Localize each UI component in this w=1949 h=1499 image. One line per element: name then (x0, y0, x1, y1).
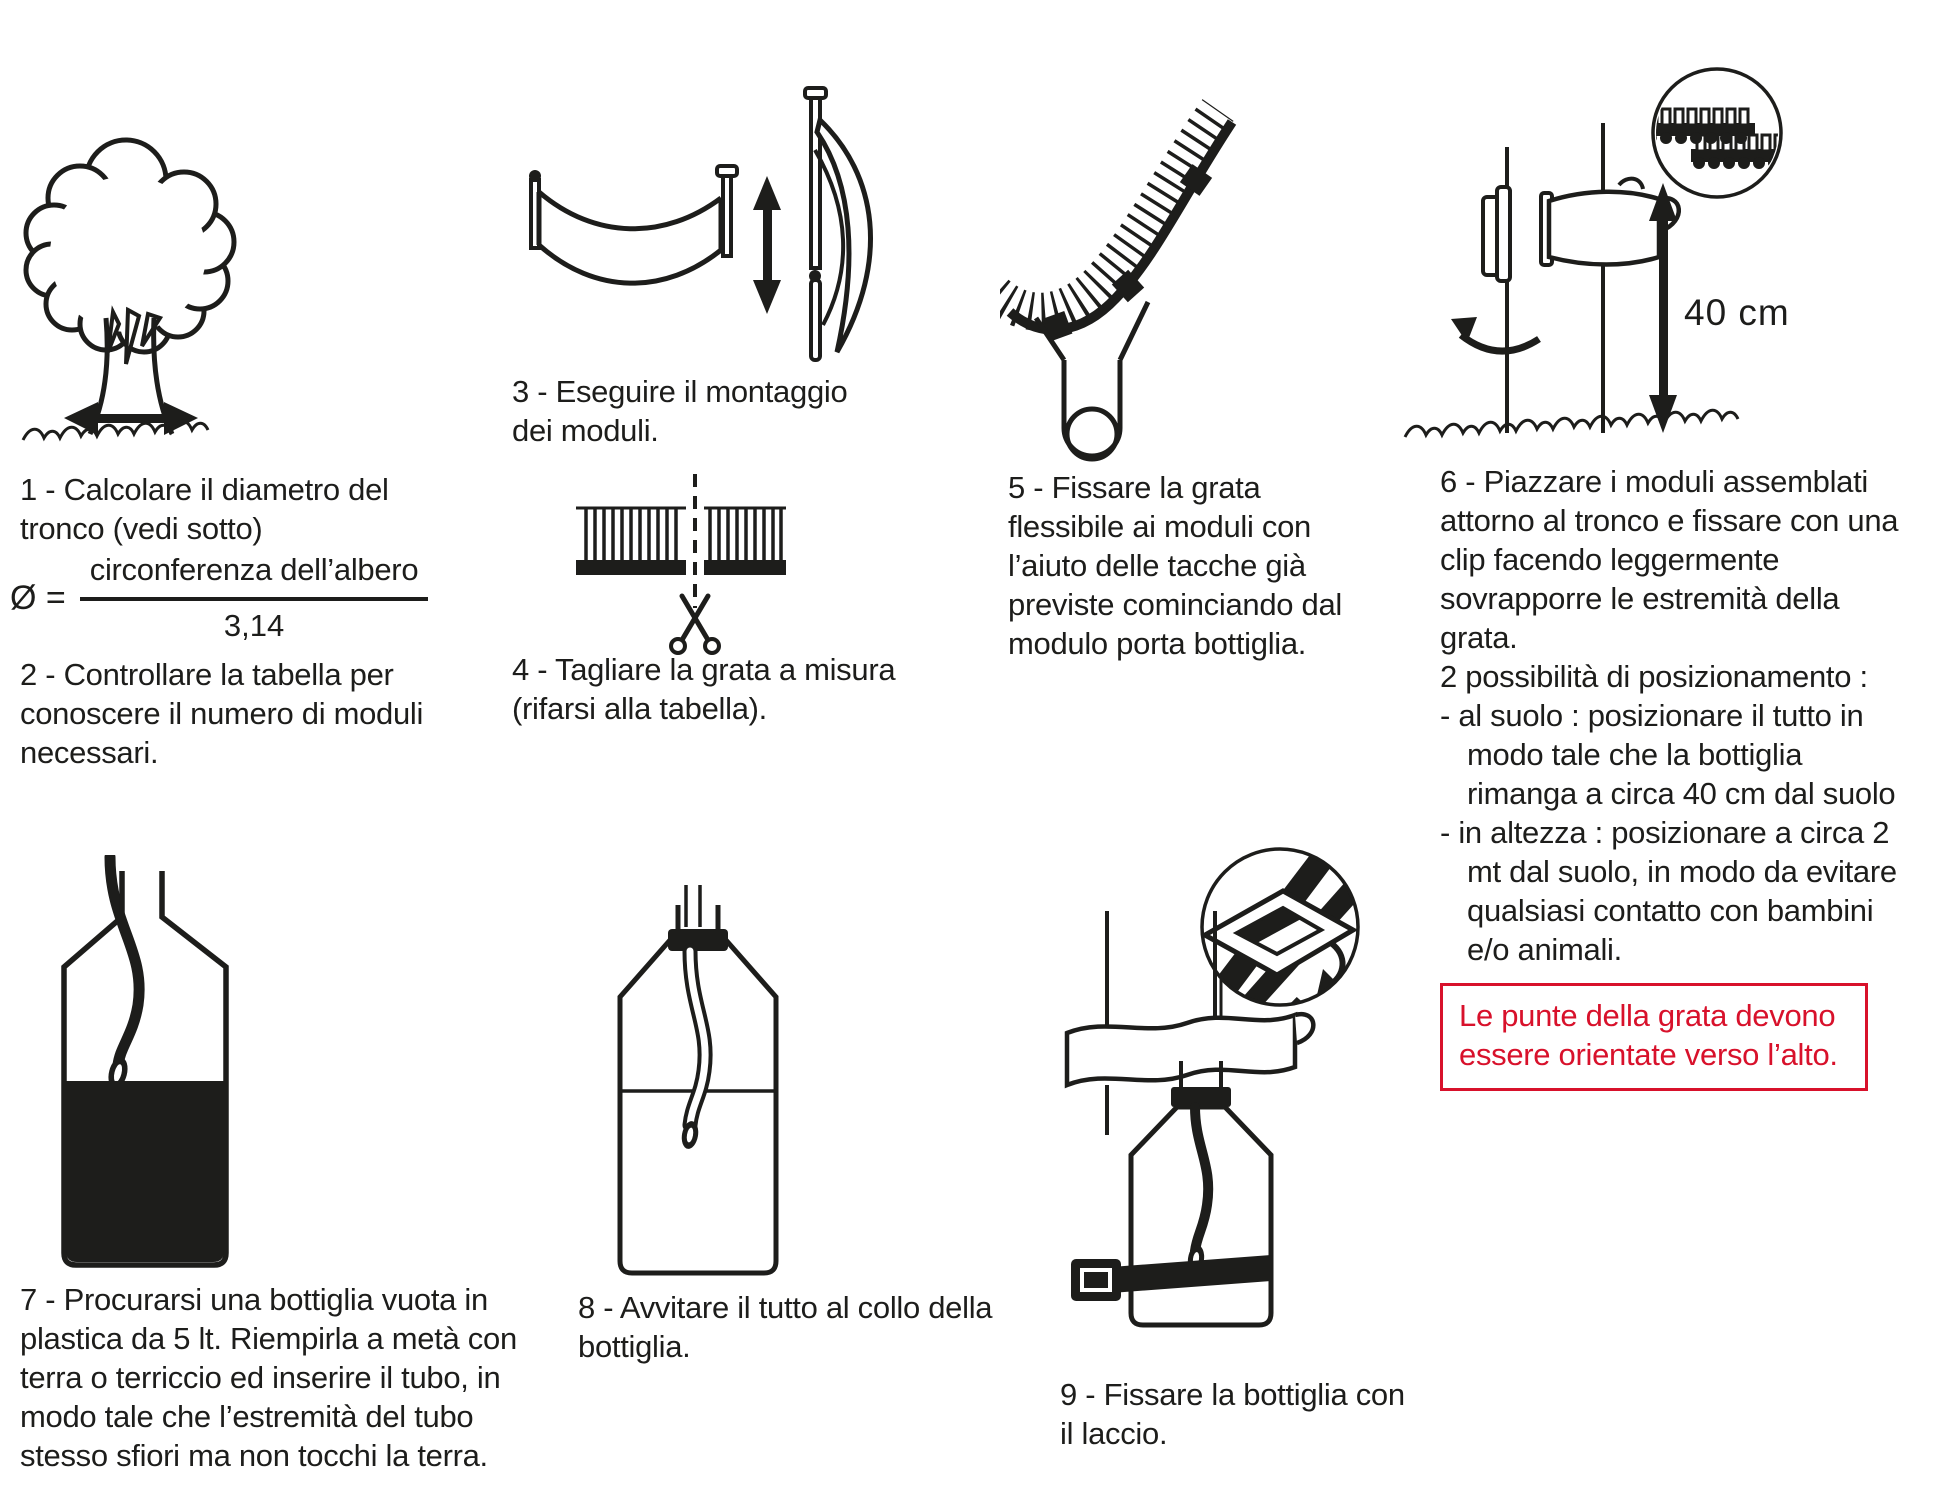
strapped-bottle-illustration (1055, 835, 1365, 1365)
grate-overlap-inset (1643, 109, 1801, 169)
bottle-with-tube-illustration (50, 855, 240, 1285)
tree-illustration (18, 118, 258, 458)
grate-spikes (1000, 110, 1218, 312)
step6-option-height: - in altezza : posizionare a circa 2 mt dal suolo, in modo da evitare qualsiasi contatto con bambini e/o animali. (1440, 815, 1897, 967)
placement-illustration (1395, 35, 1825, 455)
step6-subtitle: 2 possibilità di posizionamento : (1440, 659, 1868, 694)
step8-text: 8 - Avvitare il tutto al collo della bottiglia. (578, 1290, 993, 1364)
step7-text: 7 - Procurarsi una bottiglia vuota in plastica da 5 lt. Riempirla a metà con terra o terriccio ed inserire il tubo, in modo tale che l’estremità del tubo stesso sfiori ma non tocchi la terra. (20, 1282, 517, 1473)
step4-text: 4 - Tagliare la grata a misura (rifarsi alla tabella). (512, 652, 896, 726)
placement-column (1440, 462, 1912, 1091)
fraction (80, 552, 429, 644)
wrap-band (1541, 179, 1679, 265)
step3-text: 3 - Eseguire il montaggio dei moduli. (512, 374, 848, 448)
step6-option-ground: - al suolo : posizionare il tutto in modo tale che la bottiglia rimanga a circa 40 cm dal suolo (1440, 698, 1896, 811)
grate-piece-left (576, 508, 686, 575)
rotate-arrow-icon (1461, 335, 1539, 351)
module-band (539, 192, 721, 283)
grass-line (1405, 410, 1738, 437)
warning-box (1440, 983, 1868, 1091)
screw-cap (668, 929, 728, 951)
strap-buckle (1071, 1259, 1121, 1301)
soil-fill (66, 1081, 224, 1262)
diameter-formula (10, 552, 428, 644)
formula-symbol: Ø = (10, 578, 66, 617)
modules-assembly-illustration (505, 80, 900, 380)
screw-cap (1171, 1087, 1231, 1107)
height-arrow-icon (1649, 183, 1677, 433)
flexible-grate-illustration (1000, 60, 1250, 480)
grate-cutting-illustration (570, 468, 800, 668)
step2-text: 2 - Controllare la tabella per conoscere il numero di moduli necessari. (20, 657, 424, 770)
scissors-icon (671, 596, 719, 653)
height-adjust-arrow-icon (753, 176, 781, 314)
bottle-holder-module (805, 88, 871, 360)
formula-denominator: 3,14 (223, 608, 285, 643)
grate-piece-right (704, 508, 786, 575)
step9-text: 9 - Fissare la bottiglia con il laccio. (1060, 1377, 1405, 1451)
fixing-clip (1483, 187, 1510, 281)
step6-text: 6 - Piazzare i moduli assemblati attorno al tronco e fissare con una clip facendo leggermente sovrapporre le estremità della grata. (1440, 464, 1899, 655)
bottle-screwed-illustration (600, 885, 795, 1295)
step5-text: 5 - Fissare la grata flessibile ai moduli con l’aiuto delle tacche già previste cominciando dal modulo porta bottiglia. (1008, 470, 1342, 661)
warning-text: Le punte della grata devono essere orientate verso l’alto. (1459, 998, 1838, 1072)
formula-numerator: circonferenza dell’albero (80, 552, 429, 601)
step1-text: 1 - Calcolare il diametro del tronco (vedi sotto) (20, 472, 389, 546)
height-measurement-label: 40 cm (1684, 292, 1790, 333)
